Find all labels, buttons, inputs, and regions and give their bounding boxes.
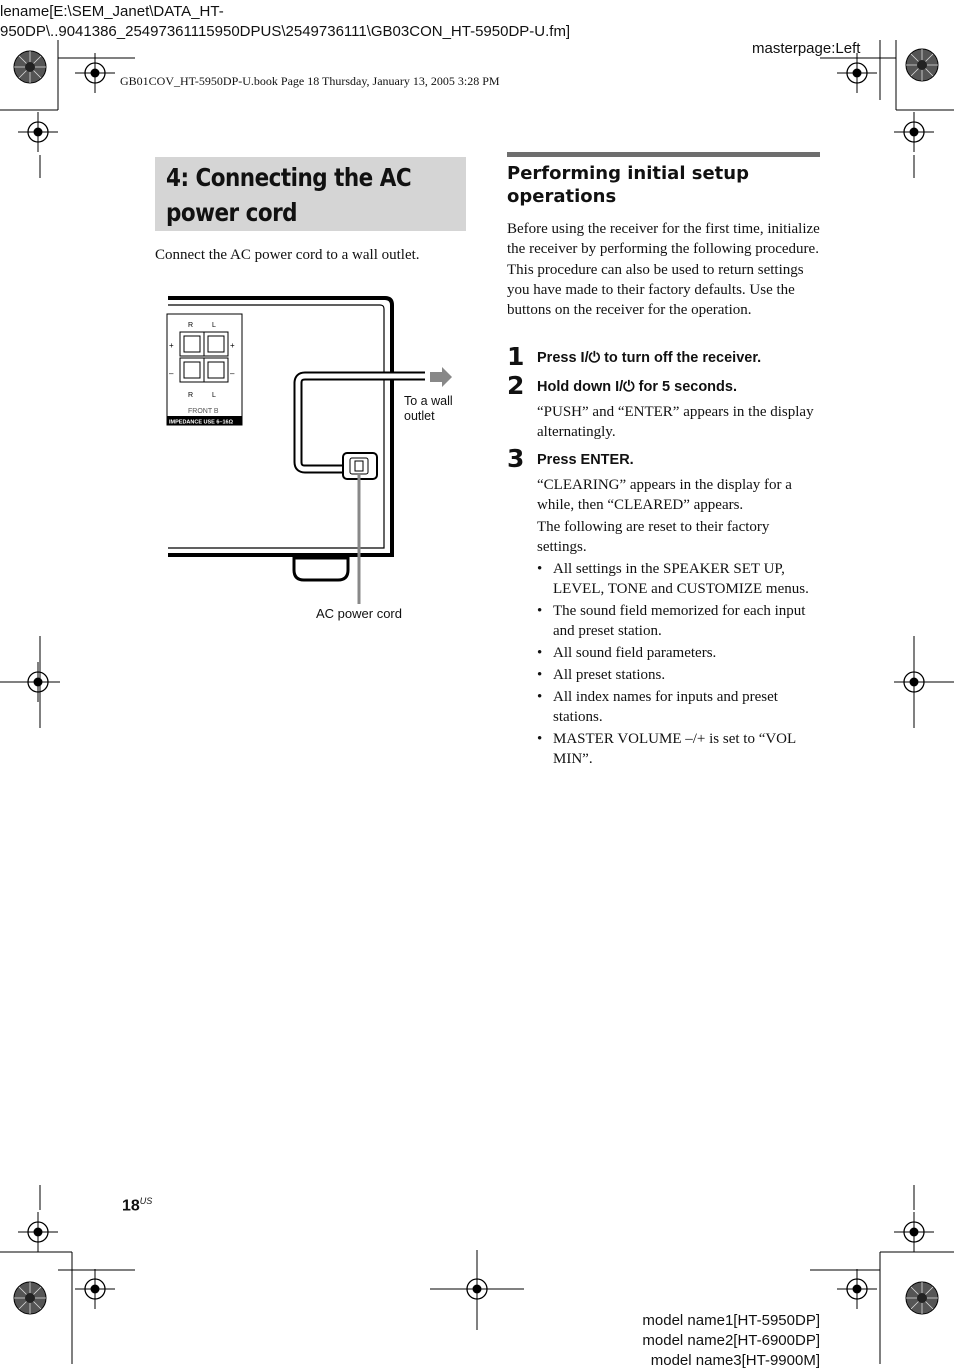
registration-mark-icon — [75, 53, 115, 93]
star-target-icon — [906, 1282, 938, 1314]
plus-right: + — [230, 341, 235, 350]
registration-mark-icon — [18, 112, 58, 152]
section-title: 4: Connecting the AC power cord — [166, 163, 412, 227]
connection-figure — [160, 290, 480, 610]
list-item: • The sound field memorized for each input and preset station. — [537, 601, 822, 642]
title-rule — [507, 152, 820, 157]
page-number: $18^{US}$ — [122, 1196, 153, 1215]
step-label: Press ENTER. — [537, 452, 634, 468]
arrow-right-icon — [430, 367, 452, 387]
list-item: • MASTER VOLUME –/+ is set to “VOL MIN”. — [537, 729, 822, 770]
registration-mark-icon — [894, 112, 934, 152]
intro-text: Connect the AC power cord to a wall outlet. — [155, 247, 420, 263]
step-number: 1 — [507, 342, 525, 371]
plus-left: + — [169, 341, 174, 350]
step-number: 2 — [507, 371, 525, 400]
star-target-icon — [906, 49, 938, 81]
masterpage-label: masterpage:Left — [752, 40, 861, 57]
registration-mark-icon — [75, 1269, 115, 1309]
list-item: • All preset stations. — [537, 665, 822, 685]
terminal-l-bottom: L — [212, 392, 216, 399]
wall-outlet-label: To a wall outlet — [404, 394, 453, 423]
registration-mark-icon — [18, 1212, 58, 1252]
minus-left: – — [169, 369, 174, 378]
registration-mark-icon — [894, 1212, 934, 1252]
step-label: Hold down I/⏻ for 5 seconds. — [537, 379, 737, 395]
list-item: • All settings in the SPEAKER SET UP, LEVEL, TONE and CUSTOMIZE menus. — [537, 559, 822, 600]
model-names: model name1[HT-5950DP] model name2[HT-6900DP] model name3[HT-9900M] — [642, 1312, 820, 1369]
step-label: Press I/⏻ to turn off the receiver. — [537, 350, 762, 366]
step-number: 3 — [507, 444, 525, 473]
step-2-note: “PUSH” and “ENTER” appears in the display alternatingly. — [537, 404, 814, 441]
registration-mark-icon — [837, 53, 877, 93]
list-item: • All sound field parameters. — [537, 643, 822, 663]
star-target-icon — [14, 51, 46, 83]
minus-right: – — [230, 369, 235, 378]
terminal-r-top: R — [188, 322, 194, 329]
terminal-r-bottom: R — [188, 392, 194, 399]
list-item: • All index names for inputs and preset stations. — [537, 687, 822, 728]
registration-mark-icon — [837, 1269, 877, 1309]
right-section-title: Performing initial setup operations — [507, 163, 749, 207]
reset-list — [537, 559, 822, 771]
step-3-note-2: The following are reset to their factory settings. — [537, 519, 770, 556]
ac-power-cord-label: AC power cord — [316, 606, 402, 621]
terminal-l-top: L — [212, 322, 216, 329]
intro-paragraph: Before using the receiver for the first time, initialize the receiver by performing the following procedure. This procedure can also be used to return settings you have made to their factory defaults. Use the buttons on the receiver for the operation. — [507, 221, 820, 319]
receiver-foot — [294, 558, 348, 580]
step-3-note: “CLEARING” appears in the display for a while, then “CLEARED” appears. — [537, 477, 792, 514]
star-target-icon — [14, 1282, 46, 1314]
book-info: GB01COV_HT-5950DP-U.book Page 18 Thursday, January 13, 2005 3:28 PM — [120, 74, 500, 88]
impedance-label: IMPEDANCE USE 6–16Ω — [169, 419, 234, 426]
front-b-label: FRONT B — [188, 408, 219, 415]
filename-header: lename[E:\SEM_Janet\DATA_HT- 950DP\..9041386_25497361115950DPUS\2549736111\GB03CON_HT-5950DP-U.fm] — [0, 3, 571, 40]
